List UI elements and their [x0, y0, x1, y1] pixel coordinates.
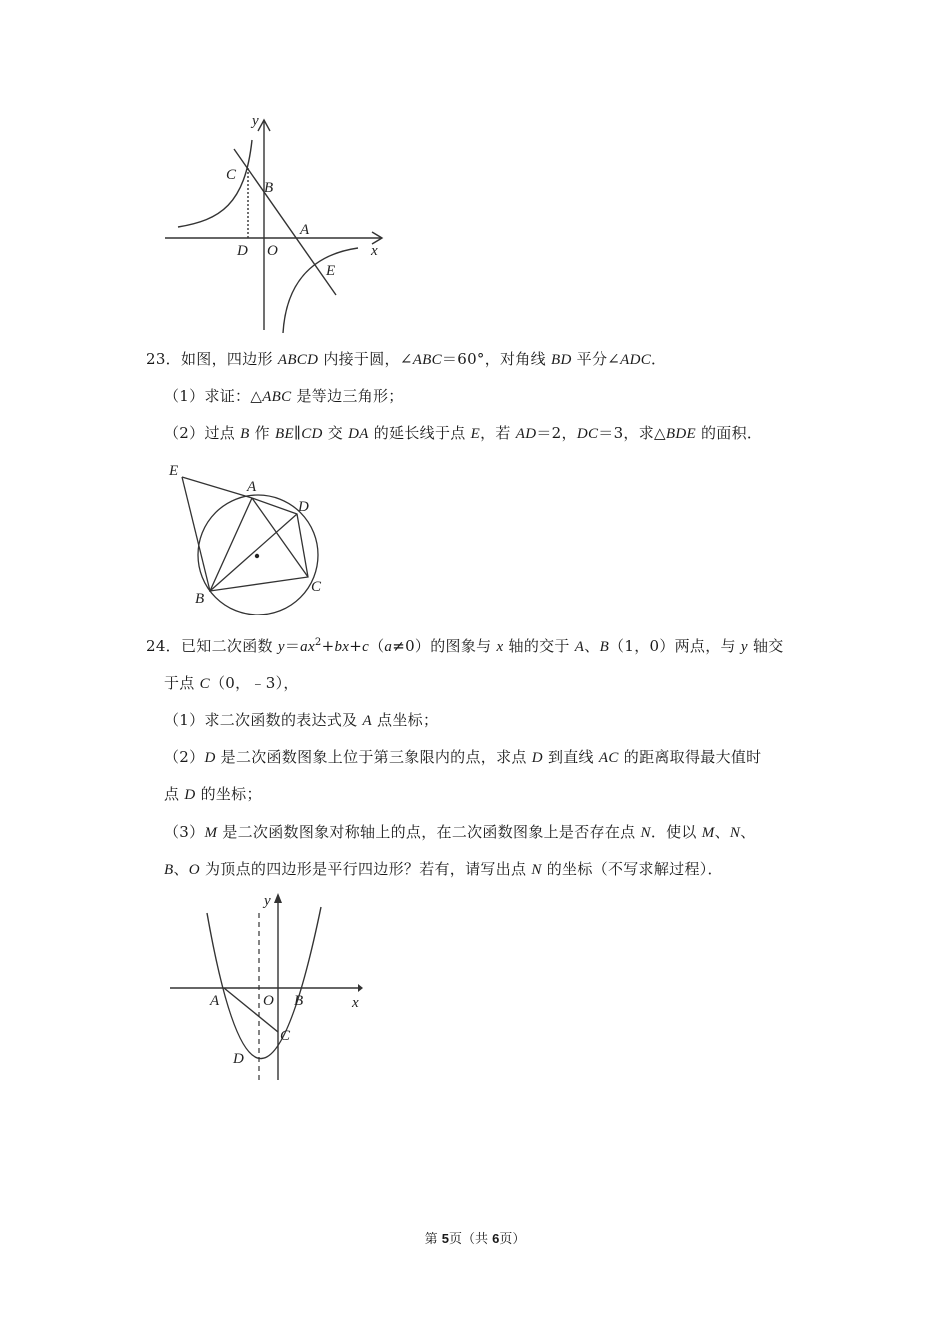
label-x: x [371, 243, 378, 259]
label-A: A [210, 993, 220, 1009]
label-A: A [247, 479, 257, 495]
label-O: O [263, 993, 274, 1009]
current-page-number: 5 [441, 1231, 449, 1246]
label-B: B [195, 591, 205, 607]
q24-part2-line2: 点 D 的坐标； [164, 785, 262, 803]
q23-part1: （1）求证：△ABC 是等边三角形； [164, 387, 404, 405]
figure-hyperbola-line [160, 105, 390, 335]
q24-part3-line2: B、O 为顶点的四边形是平行四边形？若有，请写出点 N 的坐标（不写求解过程）． [164, 860, 723, 878]
q24-part3-line1: （3）M 是二次函数图象对称轴上的点，在二次函数图象上是否存在点 N．使以 M、N、 [164, 823, 756, 841]
total-page-count: 6 [492, 1231, 500, 1246]
label-D: D [298, 499, 309, 515]
label-E: E [326, 263, 336, 279]
label-E: E [169, 463, 179, 479]
label-x: x [352, 995, 359, 1011]
label-O: O [267, 243, 278, 259]
figure-cyclic-quadrilateral [160, 455, 340, 615]
q24-stem-line1: 24．已知二次函数 $y=ax^2+bx+c(a\ne 0)$的图象与 x 轴的交于 A、B（1，0）两点，与 y 轴交 [146, 637, 784, 655]
label-C: C [280, 1028, 291, 1044]
q23-stem: 23．如图，四边形 ABCD 内接于圆，∠ABC＝60°，对角线 BD 平分∠ADC． [146, 350, 667, 368]
q23-part2: （2）过点 B 作 BE∥CD 交 DA 的延长线于点 E，若 AD＝2，DC＝3，求△BDE 的面积． [164, 424, 763, 442]
q24-stem-line2: 于点 C（0，﹣3）， [164, 674, 299, 692]
q24-part2-line1: （2）D 是二次函数图象上位于第三象限内的点，求点 D 到直线 AC 的距离取得最大值时 [164, 748, 762, 766]
page-footer: 第 5页（共 6页） [424, 1231, 526, 1247]
label-B: B [294, 993, 304, 1009]
label-D: D [233, 1051, 244, 1067]
label-A: A [300, 222, 310, 238]
label-B: B [264, 180, 274, 196]
figure-parabola [160, 885, 370, 1085]
label-C: C [226, 167, 237, 183]
label-C: C [311, 579, 322, 595]
label-D: D [237, 243, 248, 259]
label-y: y [252, 113, 259, 129]
label-y: y [264, 893, 271, 909]
q24-part1: （1）求二次函数的表达式及 A 点坐标； [164, 711, 439, 729]
